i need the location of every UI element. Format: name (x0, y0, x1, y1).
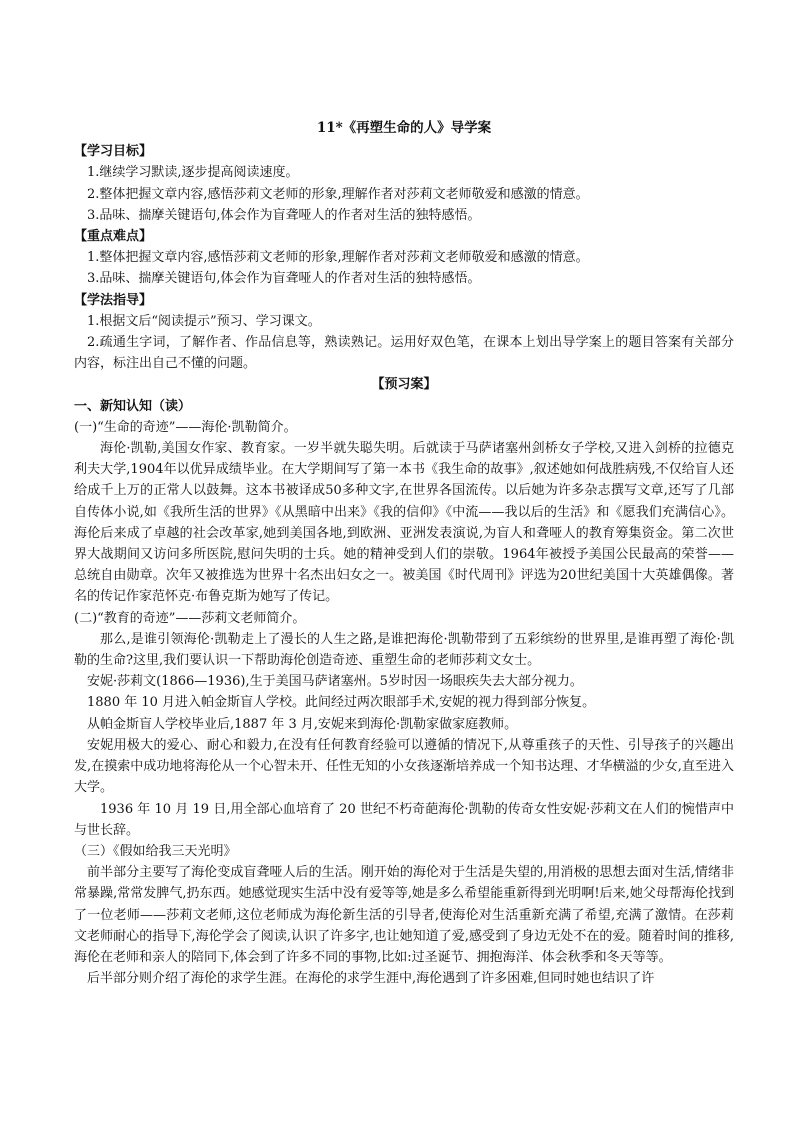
subsection-1-header: (一)“生命的奇迹”——海伦·凯勒简介。 (74, 419, 297, 435)
subsection-3-paragraph: 后半部分则介绍了海伦的求学生涯。在海伦的求学生涯中,海伦遇到了许多困难,但同时她也结识了许 (87, 971, 655, 987)
subsection-1-body: 海伦·凯勒,美国女作家、教育家。一岁半就失聪失明。后就读于马萨诸塞州剑桥女子学校,又进入剑桥的拉德克利夫大学,1904年以优异成绩毕业。在大学期间写了第一本书《我生命的故事》,叙述她如何战胜病残,不仅给盲人还给成千上万的正常人以鼓舞。这本书被译成50多种文字,在世界各国流传。以后她为许多杂志撰写文章,还写了几部自传体小说,如《我所生活的世界》《从黑暗中出来》《我的信仰》《中流——我以后的生活》和《愿我们充满信心》。海伦后来成了卓越的社会改革家,她到美国各地,到欧洲、亚洲发表演说,为盲人和聋哑人的教育筹集资金。第二次世界大战期间又访问多所医院,慰问失明的士兵。她的精神受到人们的崇敬。1964年被授予美国公民最高的荣誉——总统自由勋章。次年又被推选为世界十名杰出妇女之一。被美国《时代周刊》评选为20世纪美国十大英雄偶像。著名的传记作家范怀克·布鲁克斯为她写了传记。 (74, 441, 734, 605)
subsection-3-paragraph: 前半部分主要写了海伦变成盲聋哑人后的生活。刚开始的海伦对于生活是失望的,用消极的思想去面对生活,情绪非常暴躁,常常发脾气,扔东西。她感觉现实生活中没有爱等等,她是多么希望能重新得到光明啊!后来,她父母帮海伦找到了一位老师——莎莉文老师,这位老师成为海伦新生活的引导者,使海伦对生活重新充满了希望,充满了激情。在莎莉文老师耐心的指导下,海伦学会了阅读,认识了许多字,也让她知道了爱,感受到了身边无处不在的爱。随着时间的推移,海伦在老师和亲人的陪同下,体会到了许多不同的事物,比如:过圣诞节、拥抱海洋、体会秋季和冬天等等。 (74, 865, 734, 965)
method-header: 【学法指导】 (74, 292, 153, 308)
subsection-2-paragraph: 从帕金斯盲人学校毕业后,1887 年 3 月,安妮来到海伦·凯勒家做家庭教师。 (87, 716, 518, 732)
method-item: 2.疏通生字词，了解作者、作品信息等，熟读熟记。运用好双色笔，在课本上划出导学案上的题目答案有关部分内容，标注出自己不懂的问题。 (74, 335, 734, 372)
goal-item: 2.整体把握文章内容,感悟莎莉文老师的形象,理解作者对莎莉文老师敬爱和感激的情意。 (87, 186, 589, 202)
subsection-2-paragraph: 1936 年 10 月 19 日,用全部心血培育了 20 世纪不朽奇葩海伦·凯勒的传奇女性安妮·莎莉文在人们的惋惜声中与世长辞。 (74, 801, 734, 838)
subsection-2-header: (二)“教育的奇迹”——莎莉文老师简介。 (74, 610, 306, 626)
subsection-3-header: （三）《假如给我三天光明》 (74, 843, 237, 859)
section-1-header: 一、新知认知（读） (74, 398, 192, 414)
key-point-item: 3.品味、揣摩关键语句,体会作为盲聋哑人的作者对生活的独特感悟。 (87, 271, 481, 287)
key-point-item: 1.整体把握文章内容,感悟莎莉文老师的形象,理解作者对莎莉文老师敬爱和感激的情意。 (87, 250, 589, 266)
document-page (74, 118, 734, 989)
subsection-2-paragraph: 安妮·莎莉文(1866—1936),生于美国马萨诸塞州。5岁时因一场眼疾失去大部分视力。 (87, 674, 583, 690)
subsection-2-paragraph: 那么,是谁引领海伦·凯勒走上了漫长的人生之路,是谁把海伦·凯勒带到了五彩缤纷的世界里,是谁再塑了海伦·凯勒的生命?这里,我们要认识一下帮助海伦创造奇迹、重塑生命的老师莎莉文女士。 (74, 631, 734, 669)
subsection-2-paragraph: 安妮用极大的爱心、耐心和毅力,在没有任何教育经验可以遵循的情况下,从尊重孩子的天性、引导孩子的兴趣出发,在摸索中成功地将海伦从一个心智未开、任性无知的小女孩逐渐培养成一个知书达理、才华横溢的少女,直至进入大学。 (74, 737, 734, 796)
preview-header: 【预习案】 (371, 377, 437, 393)
goal-item: 1.继续学习默读,逐步提高阅读速度。 (87, 165, 299, 181)
page-title: 11*《再塑生命的人》导学案 (316, 120, 492, 136)
key-points-header: 【重点难点】 (74, 229, 153, 245)
goals-header: 【学习目标】 (74, 144, 153, 160)
goal-item: 3.品味、揣摩关键语句,体会作为盲聋哑人的作者对生活的独特感悟。 (87, 207, 481, 223)
method-item: 1.根据文后“阅读提示”预习、学习课文。 (87, 313, 321, 329)
subsection-2-paragraph: 1880 年 10 月进入帕金斯盲人学校。此间经过两次眼部手术,安妮的视力得到部分恢复。 (87, 695, 596, 711)
